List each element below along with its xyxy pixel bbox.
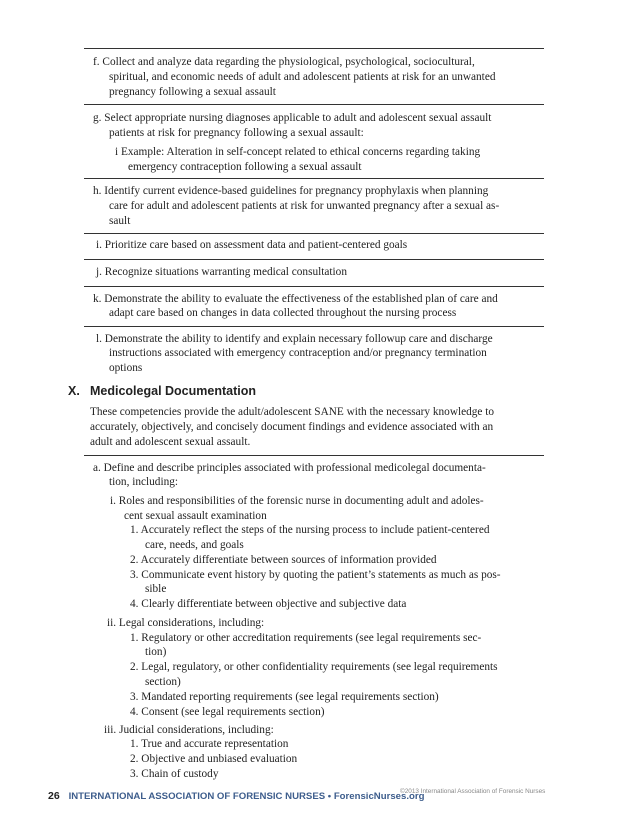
- footer-org: INTERNATIONAL ASSOCIATION OF FORENSIC NURSES • ForensicNurses.org: [68, 791, 425, 802]
- item-k-line-1: k. Demonstrate the ability to evaluate the effectiveness of the established plan of care and: [93, 293, 498, 305]
- item-a-iii-3: 3. Chain of custody: [130, 768, 219, 780]
- item-g-line-1: g. Select appropriate nursing diagnoses applicable to adult and adolescent sexual assault: [93, 112, 492, 124]
- item-h-line-1: h. Identify current evidence-based guidelines for pregnancy prophylaxis when planning: [93, 185, 489, 197]
- item-a-ii-2-line-1: 2. Legal, regulatory, or other confidentiality requirements (see legal requirements: [130, 661, 498, 673]
- section-heading: [68, 384, 256, 398]
- item-l-line-3: options: [109, 362, 143, 374]
- item-a-i-3-line-2: sible: [145, 583, 167, 595]
- item-a-iii-2: 2. Objective and unbiased evaluation: [130, 753, 298, 765]
- item-j-line-1: j. Recognize situations warranting medical consultation: [96, 266, 347, 278]
- intro-line-3: adult and adolescent sexual assault.: [90, 436, 251, 448]
- item-a-ii-2-line-2: section): [145, 676, 181, 688]
- item-a-line-1: a. Define and describe principles associated with professional medicolegal documenta-: [93, 462, 486, 474]
- item-g-line-2: patients at risk for pregnancy following a sexual assault:: [109, 127, 364, 139]
- divider-i: [84, 233, 544, 234]
- section-title: Medicolegal Documentation: [90, 384, 256, 398]
- divider-a: [84, 455, 544, 456]
- item-h-line-2: care for adult and adolescent patients at risk for unwanted pregnancy after a sexual as-: [109, 200, 500, 212]
- item-k-line-2: adapt care based on changes in data collected throughout the nursing process: [109, 307, 457, 319]
- intro-line-2: accurately, objectively, and concisely document findings and evidence associated with an: [90, 421, 494, 433]
- divider-k: [84, 286, 544, 287]
- divider-f: [84, 48, 544, 49]
- item-l-line-1: l. Demonstrate the ability to identify and explain necessary followup care and discharge: [96, 333, 493, 345]
- item-a-ii-1-line-1: 1. Regulatory or other accreditation requirements (see legal requirements sec-: [130, 632, 482, 644]
- section-number: X.: [68, 384, 80, 398]
- item-a-i-line-2: cent sexual assault examination: [124, 510, 267, 522]
- item-i-line-1: i. Prioritize care based on assessment data and patient-centered goals: [96, 239, 408, 251]
- divider-j: [84, 259, 544, 260]
- item-h-line-3: sault: [109, 215, 131, 227]
- divider-l: [84, 326, 544, 327]
- item-a-ii-4: 4. Consent (see legal requirements section): [130, 706, 325, 718]
- divider-g: [84, 104, 544, 105]
- item-a-i-3-line-1: 3. Communicate event history by quoting the patient’s statements as much as pos-: [130, 569, 501, 581]
- item-g-i-line-2: emergency contraception following a sexual assault: [128, 161, 362, 173]
- item-a-ii: ii. Legal considerations, including:: [107, 617, 265, 629]
- item-a-ii-1-line-2: tion): [145, 646, 167, 658]
- page-number: 26: [48, 790, 60, 802]
- intro-line-1: These competencies provide the adult/adolescent SANE with the necessary knowledge to: [90, 406, 495, 418]
- item-f-line-1: f. Collect and analyze data regarding the physiological, psychological, sociocultural,: [93, 56, 475, 68]
- item-f-line-3: pregnancy following a sexual assault: [109, 86, 276, 98]
- item-a-i-line-1: i. Roles and responsibilities of the forensic nurse in documenting adult and adoles-: [110, 495, 484, 507]
- item-a-line-2: tion, including:: [109, 476, 179, 488]
- item-f-line-2: spiritual, and economic needs of adult and adolescent patients at risk for an unwanted: [109, 71, 496, 83]
- item-a-ii-3: 3. Mandated reporting requirements (see legal requirements section): [130, 691, 439, 703]
- item-l-line-2: instructions associated with emergency contraception and/or pregnancy termination: [109, 347, 487, 359]
- item-g-i-line-1: i Example: Alteration in self-concept related to ethical concerns regarding taking: [115, 146, 481, 158]
- item-a-i-1-line-2: care, needs, and goals: [145, 539, 244, 551]
- divider-h: [84, 178, 544, 179]
- item-a-iii: iii. Judicial considerations, including:: [104, 724, 274, 736]
- item-a-iii-1: 1. True and accurate representation: [130, 738, 289, 750]
- footer: [48, 786, 424, 804]
- item-a-i-2: 2. Accurately differentiate between sources of information provided: [130, 554, 437, 566]
- item-a-i-1-line-1: 1. Accurately reflect the steps of the nursing process to include patient-centered: [130, 524, 490, 536]
- item-a-i-4: 4. Clearly differentiate between objective and subjective data: [130, 598, 407, 610]
- footer-copyright: ©2013 International Association of Forensic Nurses: [400, 788, 546, 795]
